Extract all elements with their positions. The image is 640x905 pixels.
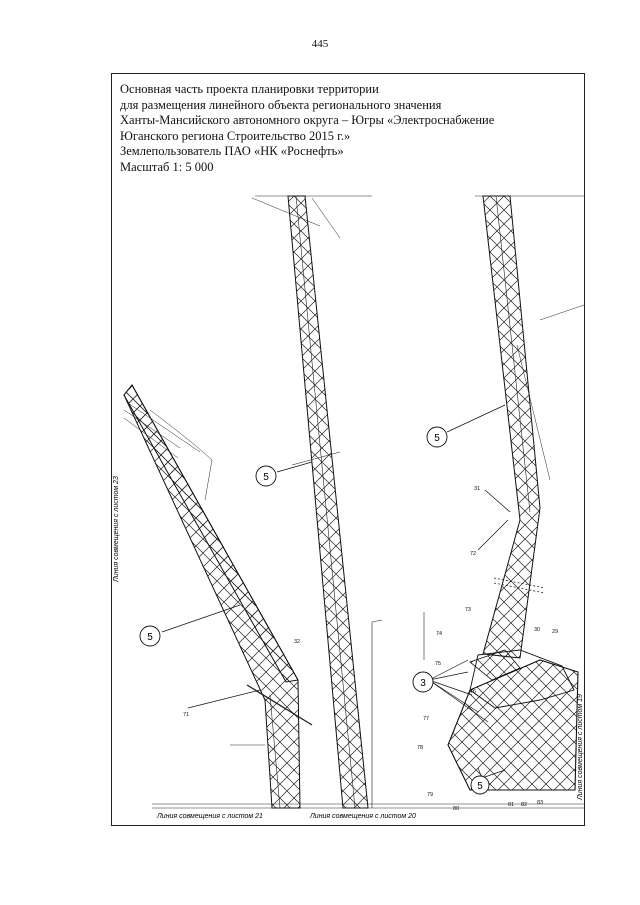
svg-text:5: 5 — [477, 781, 483, 792]
well-pad-area — [448, 650, 578, 790]
callout-5-right-top — [427, 427, 447, 447]
title-line-2: для размещения линейного объекта регионального значения — [120, 97, 442, 112]
title-line-4: Юганского региона Строительство 2015 г.» — [120, 128, 351, 143]
title-line-3: Ханты-Мансийского автономного округа – Югры «Электроснабжение — [120, 113, 495, 127]
point-label-74: 74 — [436, 631, 443, 637]
point-label-73: 73 — [465, 607, 472, 613]
page-number: 445 — [311, 38, 329, 50]
point-label-29: 29 — [552, 629, 559, 635]
point-label-75: 75 — [435, 661, 442, 667]
edge-label-sheet-21: Линия совмещения с листом 21 — [157, 813, 263, 820]
svg-text:5: 5 — [434, 433, 440, 444]
svg-text:5: 5 — [263, 472, 269, 483]
point-label-78: 78 — [417, 745, 424, 751]
point-label-79: 79 — [427, 792, 434, 798]
svg-text:3: 3 — [420, 678, 426, 689]
point-label-76: 76 — [470, 689, 477, 695]
point-label-82: 82 — [521, 802, 528, 808]
point-label-81: 81 — [508, 802, 515, 808]
edge-label-sheet-20: Линия совмещения с листом 20 — [310, 813, 416, 820]
point-label-31: 31 — [474, 486, 481, 492]
corridor-right — [483, 196, 540, 658]
point-label-77: 77 — [423, 716, 430, 722]
point-label-30: 30 — [534, 627, 541, 633]
point-label-71: 71 — [183, 712, 190, 718]
edge-label-sheet-23: Линия совмещения с листом 23 — [113, 476, 120, 582]
corridor-left — [124, 385, 300, 808]
scale-line: Масштаб 1: 5 000 — [120, 159, 214, 174]
point-label-72: 72 — [470, 551, 477, 557]
callout-5-left — [140, 626, 160, 646]
callout-3 — [413, 672, 433, 692]
callout-5-center — [256, 466, 276, 486]
corridor-center — [288, 196, 368, 808]
title-line-1: Основная часть проекта планировки территории — [120, 82, 379, 96]
point-label-80: 80 — [453, 806, 460, 812]
callout-5-bottom — [471, 776, 489, 794]
point-label-83: 83 — [537, 800, 544, 806]
point-label-32: 32 — [294, 639, 301, 645]
edge-label-sheet-19: Линия совмещения с листом 19 — [577, 694, 584, 800]
svg-text:5: 5 — [147, 632, 153, 643]
landowner-line: Землепользователь ПАО «НК «Роснефть» — [120, 144, 344, 158]
